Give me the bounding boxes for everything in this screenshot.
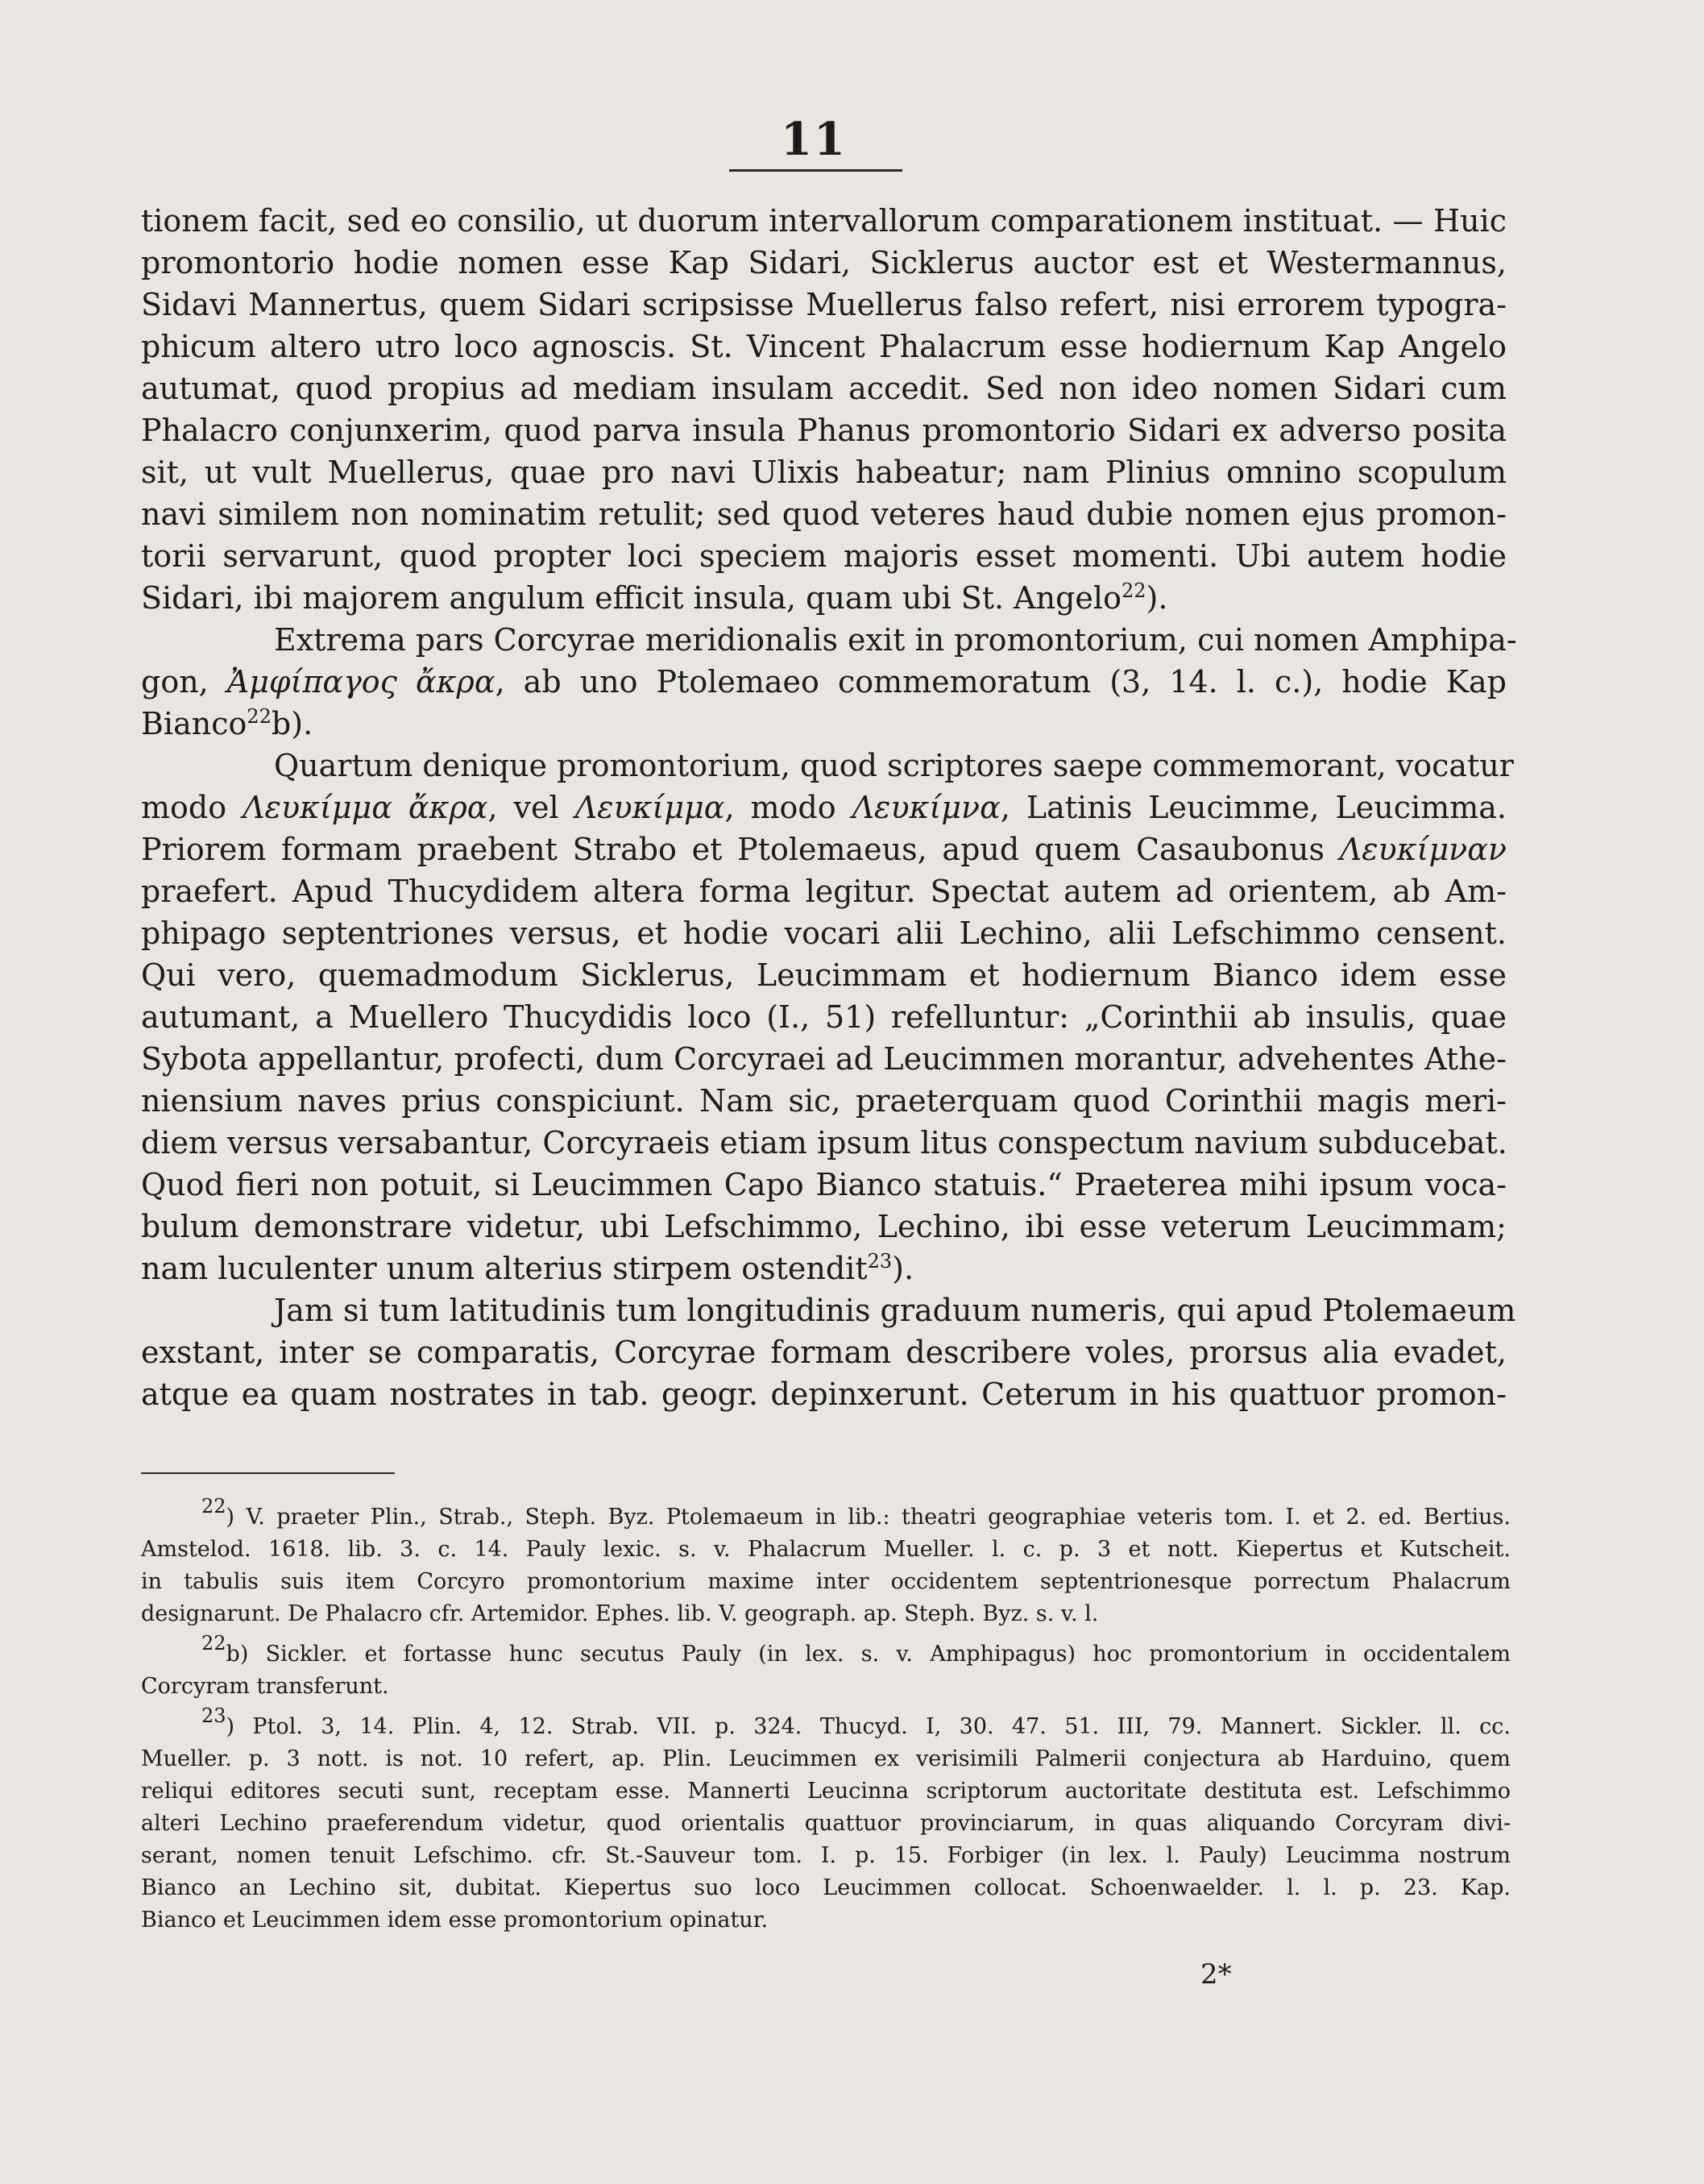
text-line: exstant, inter se comparatis, Corcyrae formam describere voles, prorsus alia evadet, bbox=[141, 1335, 1507, 1370]
text-line: atque ea quam nostrates in tab. geogr. depinxerunt. Ceterum in his quattuor promon- bbox=[141, 1376, 1507, 1412]
footnote-line bbox=[141, 1495, 1511, 1534]
text-line: navi similem non nominatim retulit; sed quod veteres haud dubie nomen ejus promon- bbox=[141, 496, 1507, 532]
footnote-line: Mueller. p. 3 nott. is not. 10 refert, ap. Plin. Leucimmen ex verisimili Palmerii conjectura ab Harduino, quem bbox=[141, 1746, 1511, 1771]
footnote-mark: 23 bbox=[201, 1704, 226, 1727]
greek-term: Λευκίμναν bbox=[1339, 832, 1507, 867]
footnote-line: in tabulis suis item Corcyro promontorium maxime inter occidentem septentrionesque porrectum Phalacrum bbox=[141, 1569, 1511, 1594]
text-line bbox=[141, 661, 1507, 703]
text-line: Sidavi Mannertus, quem Sidari scripsisse Muellerus falso refert, nisi errorem typogra- bbox=[141, 287, 1507, 322]
footnote-line: Bianco et Leucimmen idem esse promontorium opinatur. bbox=[141, 1908, 769, 1933]
line-text: , modo bbox=[724, 790, 836, 825]
line-text: Bianco bbox=[141, 706, 247, 741]
footnote-22b bbox=[141, 1632, 1511, 1703]
text-line: autumat, quod propius ad mediam insulam accedit. Sed non ideo nomen Sidari cum bbox=[141, 371, 1507, 406]
text-line: Extrema pars Corcyrae meridionalis exit in promontorium, cui nomen Amphipa- bbox=[274, 622, 1517, 658]
text-line: phipago septentriones versus, et hodie vocari alii Lechino, alii Lefschimmo censent. bbox=[141, 916, 1507, 951]
line-tail: b). bbox=[271, 706, 313, 741]
footnote-ref-22b[interactable]: 22 bbox=[247, 705, 272, 728]
footnote-line: serant, nomen tenuit Lefschimo. cfr. St.-Sauveur tom. I. p. 15. Forbiger (in lex. l. Pauly) Leucimma nostrum bbox=[141, 1843, 1511, 1868]
text-line: niensium naves prius conspiciunt. Nam sic, praeterquam quod Corinthii magis meri- bbox=[141, 1083, 1507, 1119]
footnote-line: designarunt. De Phalacro cfr. Artemidor. Ephes. lib. V. geograph. ap. Steph. Byz. s. v. l. bbox=[141, 1601, 1099, 1626]
footnote-line: reliqui editores secuti sunt, receptam esse. Mannerti Leucinna scriptorum auctoritate destituta est. Lefschimmo bbox=[141, 1779, 1511, 1804]
page-number: 11 bbox=[781, 113, 847, 166]
paragraph-2 bbox=[141, 619, 1517, 745]
signature-mark: 2* bbox=[1200, 1958, 1232, 1991]
footnote-line: Amstelod. 1618. lib. 3. c. 14. Pauly lexic. s. v. Phalacrum Mueller. l. c. p. 3 et nott. Kiepertus et Kutscheit. bbox=[141, 1537, 1511, 1562]
footnote-rule bbox=[141, 1472, 395, 1474]
text-line: autumant, a Muellero Thucydidis loco (I., 51) refelluntur: „Corinthii ab insulis, quae bbox=[141, 999, 1507, 1035]
line-text: , vel bbox=[487, 790, 559, 825]
footnote-23 bbox=[141, 1704, 1511, 1937]
footnote-ref-23[interactable]: 23 bbox=[867, 1250, 893, 1273]
line-tail: ). bbox=[892, 1251, 914, 1286]
paragraph-1 bbox=[141, 200, 1507, 619]
text-line: bulum demonstrare videtur, ubi Lefschimmo, Lechino, ibi esse veterum Leucimmam; bbox=[141, 1209, 1507, 1244]
text-line: Sybota appellantur, profecti, dum Corcyraei ad Leucimmen morantur, advehentes Athe- bbox=[141, 1041, 1507, 1077]
footnote-mark: 22 bbox=[201, 1632, 226, 1655]
paragraph-3 bbox=[141, 745, 1514, 1289]
footnote-line bbox=[141, 1632, 1511, 1671]
text-line: Qui vero, quemadmodum Sicklerus, Leucimmam et hodiernum Bianco idem esse bbox=[141, 957, 1507, 993]
footnote-line: alteri Lechino praeferendum videtur, quod orientalis quattuor provinciarum, in quas aliquando Corcyram divi- bbox=[141, 1811, 1511, 1836]
line-text: b) Sickler. et fortasse hunc secutus Pauly (in lex. s. v. Amphipagus) hoc promontorium in occidentalem bbox=[226, 1642, 1511, 1667]
text-line: sit, ut vult Muellerus, quae pro navi Ulixis habeatur; nam Plinius omnino scopulum bbox=[141, 455, 1507, 490]
line-text: gon, bbox=[141, 664, 209, 700]
header-rule bbox=[729, 169, 902, 172]
text-line bbox=[141, 1248, 1507, 1289]
line-text: nam luculenter unum alterius stirpem ostendit bbox=[141, 1251, 868, 1286]
main-text bbox=[141, 200, 1517, 1415]
greek-term: Λευκίμνα bbox=[852, 790, 1001, 825]
text-line: praefert. Apud Thucydidem altera forma legitur. Spectat autem ad orientem, ab Am- bbox=[141, 874, 1507, 909]
text-line: promontorio hodie nomen esse Kap Sidari, Sicklerus auctor est et Westermannus, bbox=[141, 245, 1507, 280]
line-text: modo bbox=[141, 790, 227, 825]
line-text: ) V. praeter Plin., Strab., Steph. Byz. Ptolemaeum in lib.: theatri geographiae veteris tom. I. et 2. ed. Bertius. bbox=[226, 1505, 1511, 1530]
text-line bbox=[141, 703, 1507, 745]
text-line: Quartum denique promontorium, quod scriptores saepe commemorant, vocatur bbox=[274, 748, 1514, 783]
line-tail: ). bbox=[1146, 580, 1168, 616]
text-line: phicum altero utro loco agnoscis. St. Vincent Phalacrum esse hodiernum Kap Angelo bbox=[141, 329, 1507, 364]
greek-term: Λευκίμμα ἄκρα bbox=[243, 790, 488, 825]
text-line: Phalacro conjunxerim, quod parva insula Phanus promontorio Sidari ex adverso posita bbox=[141, 413, 1507, 448]
text-line bbox=[141, 577, 1507, 619]
line-text: , ab uno Ptolemaeo commemoratum (3, 14. l. c.), hodie Kap bbox=[495, 664, 1507, 700]
text-line: Jam si tum latitudinis tum longitudinis graduum numeris, qui apud Ptolemaeum bbox=[274, 1293, 1516, 1328]
footnote-22 bbox=[141, 1495, 1511, 1630]
footnote-mark: 22 bbox=[201, 1495, 226, 1518]
line-text: ) Ptol. 3, 14. Plin. 4, 12. Strab. VII. p. 324. Thucyd. I, 30. 47. 51. III, 79. Mannert. Sickler. ll. cc. bbox=[226, 1714, 1511, 1739]
line-text: Sidari, ibi majorem angulum efficit insula, quam ubi St. Angelo bbox=[141, 580, 1121, 616]
paragraph-4 bbox=[141, 1289, 1516, 1415]
text-line bbox=[141, 787, 1507, 828]
greek-term: Λευκίμμα bbox=[574, 790, 725, 825]
text-line: torii servarunt, quod propter loci speciem majoris esset momenti. Ubi autem hodie bbox=[141, 538, 1507, 574]
footnote-ref-22[interactable]: 22 bbox=[1121, 579, 1146, 602]
text-line: diem versus versabantur, Corcyraeis etiam ipsum litus conspectum navium subducebat. bbox=[141, 1125, 1507, 1161]
greek-term: Ἀμφίπαγος ἄκρα bbox=[226, 664, 495, 700]
text-line: tionem facit, sed eo consilio, ut duorum intervallorum comparationem instituat. — Huic bbox=[141, 203, 1507, 239]
footnote-line: Corcyram transferunt. bbox=[141, 1674, 389, 1699]
text-line: Quod fieri non potuit, si Leucimmen Capo Bianco statuis.“ Praeterea mihi ipsum voca- bbox=[141, 1167, 1507, 1202]
footnote-line bbox=[141, 1704, 1511, 1743]
footnotes bbox=[141, 1495, 1511, 1945]
footnote-line: Bianco an Lechino sit, dubitat. Kiepertus suo loco Leucimmen collocat. Schoenwaelder. l. l. p. 23. Kap. bbox=[141, 1875, 1511, 1900]
text-line bbox=[141, 828, 1507, 870]
line-text: , Latinis Leucimme, Leucimma. bbox=[1000, 790, 1507, 825]
line-text: Priorem formam praebent Strabo et Ptolemaeus, apud quem Casaubonus bbox=[141, 832, 1325, 867]
